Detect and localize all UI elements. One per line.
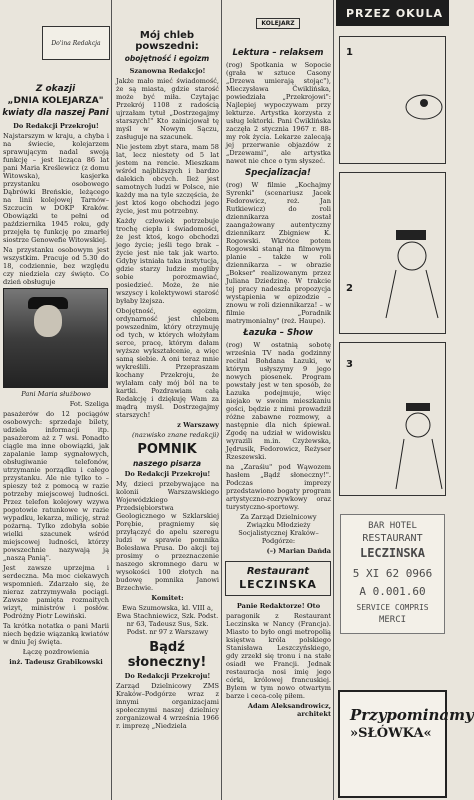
receipt-line-7: MERCI bbox=[378, 615, 407, 625]
restaurant-sign: LECZINSKA bbox=[239, 578, 317, 591]
panel-number: 3 bbox=[346, 359, 353, 370]
kolejarz-sign: KOLEJARZ bbox=[256, 18, 299, 29]
sloneczny-greeting: Do Redakcji Przekroju! bbox=[124, 672, 211, 680]
restaurant-title: Restaurant bbox=[246, 566, 310, 577]
photo-credit: Fot. Szeliga bbox=[69, 400, 109, 408]
title-sloneczny: Bądź słoneczny! bbox=[127, 640, 207, 670]
sign-city: z Warszawy bbox=[177, 421, 219, 429]
paragraph-3: pasażerów do 12 pociągów osobowych: sprzedaje bilety, udziela informacji itp. pasażerom aż z 7 wsi. Ponadto ciągle ma inne obowiązki, jak zapalanie lamp sygnałowych, obsługiwanie telefonów, utrzymanie porządku i całego przystanku. Ale nie tylko to – spieszy też z pomocą w razie potrzeby miejscowej ludności. Przez telefon kolejowy wzywa pogotowie ratunkowe w razie wypadku, lekarza, milicję, straż pożarną. Tylko zdobyła sobie wielki szacunek wśród miejscowej ludności, którzy powszechnie nazywają ją „naszą Panią". bbox=[3, 410, 109, 562]
greeting: Do Redakcji Przekroju! bbox=[13, 122, 99, 130]
receipt-line-6: SERVICE COMPRIS bbox=[356, 603, 429, 612]
paragraph-1: Jakże mało mieć świadomość, że są miasta, gdzie starość może być miła. Czytając Przekrój 1108 z radością ujrzałam tytuł „Dostrzegajmy starszych!" Kto zainicjował tę myśl w Nowym Sączu, zasługuje na szacunek. bbox=[116, 77, 219, 141]
reminder-box bbox=[338, 690, 474, 798]
paragraph-4: Jest zawsze uprzejma i serdeczna. Ma moc ciekawych wspomnień. Zdarzało się, że nieraz zatrzymywała pociągi. Zawsze pamięta rozmaitych wizyt, ministrów i posłów. Podróżny Piotr Lewiński. bbox=[3, 564, 109, 620]
title-lazuka: Łazuka – Show bbox=[243, 328, 313, 338]
reminder-title: Przypominamy bbox=[350, 706, 474, 724]
title-chleb: Mój chleb powszedni: bbox=[135, 30, 199, 52]
face-shape bbox=[34, 305, 62, 337]
title-specjalizacja: Specjalizacja! bbox=[245, 168, 311, 178]
panel-number: 2 bbox=[346, 283, 353, 294]
pomnik-greeting: Do Redakcji Przekroju! bbox=[124, 470, 211, 478]
subtitle-pomnik: naszego pisarza bbox=[132, 459, 202, 468]
receipt-line-3: LECZINSKA bbox=[359, 546, 426, 560]
logo-text: Do'ina Redakcja bbox=[51, 39, 101, 47]
photo-pani-maria bbox=[3, 288, 108, 388]
column-lektura bbox=[223, 0, 334, 800]
receipt-line-2: RESTAURANT bbox=[362, 533, 423, 544]
restaurant-greeting: Panie Redaktorze! Oto bbox=[236, 602, 321, 610]
committee-label: Komitet: bbox=[151, 594, 184, 602]
sign-note: (nazwisko znane redakcji) bbox=[132, 431, 219, 439]
receipt-line-4: 5 XI 62 0966 bbox=[352, 567, 433, 580]
comic-figure-1 bbox=[346, 37, 446, 157]
paragraph-2: Nie jestem zbyt stara, mam 58 lat, lecz niestety od 5 lat jestem na rencie. Mieszkam wśród najbliższych i bardzo dalekich obcych. Ileż jest samotnych ludzi w Polsce, nie każdy ma na tyle szczęścia, że jest ktoś kogo obchodzi jego życie, jest mu potrzebny. bbox=[116, 143, 219, 215]
letter-sign: Za Zarząd Dzielnicowy Związku Młodzieży Socjalistycznej Kraków–Podgórze: bbox=[238, 513, 319, 545]
headline-sub: kwiaty dla naszej Pani bbox=[2, 108, 109, 118]
letter-author: (–) Marian Dańda bbox=[266, 547, 331, 555]
pomnik-paragraph: My, dzieci przebywające na kolonii Warszawskiego Wojewódzkiego Przedsiębiorstwa Geologicznego w Szklarskiej Porębie, pragniemy się przyłączyć do apelu szeregu ludzi w sprawie pomnika Bolesława Prusa. Do akcji tej prosimy o przeznaczenie naszego skromnego daru w wysokości 100 złotych na budowę pomnika Janowi Brzechwie. bbox=[116, 480, 219, 592]
restaurant-author: Adam Aleksandrowicz, architekt bbox=[247, 702, 331, 718]
column-kolejarz bbox=[0, 0, 112, 800]
comic-figure-2 bbox=[346, 178, 446, 328]
column-przez-okular bbox=[336, 0, 474, 800]
letter-tail: na „Zaraśiu" pod Wąwozem hasłem „Bądź słoneczny!". Podczas imprezy przedstawiono bogaty program artystyczno-rozrywkowy oraz turystyczno-sportowy. bbox=[226, 463, 331, 511]
paragraph-5: Ta krótka notatka o pani Marii niech będzie wiązanką kwiatów w dniu Jej święta. bbox=[3, 622, 109, 646]
comic-panel-1 bbox=[339, 36, 446, 164]
greeting: Szanowna Redakcjo! bbox=[129, 67, 206, 75]
lazuka-paragraph: (rog) W ostatnią sobotę września TV nada godzinny recital Bohdana Łazuki, w którym usłyszymy 9 jego nowych piosenek. Program powstały jest w ten sposób, że Łazuka podejmuje, więc niejako w swoim mieszkaniu gości, będzie z nimi prowadził różne zabawne rozmowy, a następnie dla nich śpiewał. Zgodę na udział w widowisku wyrazili m.in. Czyżewska, Jędrusik, Fedorowicz, Reżyser Rzeszewski. bbox=[226, 341, 331, 461]
author: inż. Tadeusz Grabikowski bbox=[9, 658, 103, 666]
headline-quote: „DNIA KOLEJARZA" bbox=[7, 96, 104, 106]
committee-members: Ewa Szumowska, kl. VIII a, Ewa Stachniewicz, Szk. Podst. nr 63, Tadeusz Sus, Szk. Podst. nr 97 z Warszawy bbox=[116, 604, 219, 636]
restaurant-receipt bbox=[340, 514, 445, 634]
paragraph-2: Na przystanku osobowym jest wszystkim. Pracuje od 5.30 do 18, codziennie, bez względu czy niedziela czy święto. Co dzień obsługuje bbox=[3, 246, 109, 286]
reminder-subtitle: »SŁÓWKA« bbox=[350, 726, 432, 741]
subtitle-chleb: obojętność i egoizm bbox=[124, 54, 210, 63]
comic-panel-3 bbox=[339, 342, 446, 496]
headline-small: Z okazji bbox=[35, 84, 76, 94]
specjalizacja-paragraph: (rog) W filmie „Kochajmy Syrenki" (scenariusz Jacek Fedorowicz, reż. Jan Rutkiewicz) do roli dziennikarza został zaangażowany autentyczny dziennikarz Zbigniew K. Rogowski. Wkrótce potem Rogowski stanął na filmowym planie – także w roli dziennikarza – w obrazie „Bokser" realizowanym przez Juliana Dziedzinę. W trakcie tej pracy nadeszła propozycja wystąpienia w epizodzie – znowu w roli dziennikarza! – w filmie „Poradnik matrymonialny" (reż. Haupe). bbox=[226, 181, 331, 325]
paragraph-3: Każdy człowiek potrzebuje trochę ciepła i świadomości, że jest ktoś, kogo obchodzi jego życie; jeśli tego brak – życie jest nie tak jak warto. Gdyby istniała taka instytucja, gdzie starzy ludzie mogliby sobie porozmawiać, posiedzieć. Może, że nie wszyscy i kolektywowi starość byłaby lżejsza. bbox=[116, 217, 219, 305]
title-lektura: Lektura – relaksem bbox=[232, 48, 324, 58]
kolejarz-logo-area bbox=[223, 0, 333, 46]
redakcja-logo bbox=[42, 26, 110, 60]
lektura-paragraph: (rog) Spotkania w Sopocie (grała w sztuce Casony „Drzewa umierają stojąc"), Mieczysława Ćwiklińska, powiedziała „Przekrojowi": Najlepiej wypoczywam przy lekturze. Artystka korzysta z usług lektorki. Pani Ćwiklińska zaczęła 2 stycznia 1967 r. 88-my rok życia. Lekarze zalecają jej przerwanie objazdów z „Drzewami", ale artystka nawet nie chce o tym słyszeć. bbox=[226, 61, 331, 165]
comic-figure-3 bbox=[346, 343, 446, 493]
paragraph-4: Obojętność, egoizm, ordynarność jest chlebem powszednim, który otrzymuję od tych, w których włożyłam serce, pracę, którym dałam wyższe wykształcenie, a więc samą siebie. A oni teraz mnie wykreślili. Przepraszam kochany Przekroju, że wylałam cały mój ból na te kartki. Pozdrawiam całą Redakcję i dziękuję Wam za mądrą myśl. Dostrzegajmy starszych! bbox=[116, 307, 219, 419]
title-pomnik: POMNIK bbox=[137, 442, 197, 457]
column-chleb bbox=[113, 0, 222, 800]
restaurant-header bbox=[225, 561, 331, 596]
signoff: Łączę pozdrowienia bbox=[22, 648, 90, 656]
sloneczny-paragraph: Zarząd Dzielnicowy ZMS Kraków–Podgórze wraz z innymi organizacjami społecznymi naszej dzielnicy zorganizował 4 września 1966 r. imprezę „Niedziela bbox=[116, 682, 219, 730]
receipt-line-5: A 0.001.60 bbox=[359, 585, 426, 598]
receipt-line-1: BAR HOTEL bbox=[368, 521, 417, 531]
paragraph-1: Najstarszym w kraju, a chyba i na świecie, kolejarzem sprawującym nadal swoją funkcję – jest licząca 86 lat pani Maria Kreślewicz (z domu Witowska), kasjerka przystanku osobowego Dąbrówki Breńskie, leżącego na linii kolejowej Tarnów–Szczucin w DOKP Kraków. Obowiązki te pełni od października 1945 roku, gdy przejęła tę funkcję po zmarłej siostrze Genowefie Witowskiej. bbox=[3, 132, 109, 244]
restaurant-paragraph: paragonik z Restaurant Leczinska w Nancy (Francja). Miasto to było ongi metropolią księstwa króla polskiego Stanisława Leszczyńskiego, gdy zrzekł się tronu i na stałe osiadł we Francji. Jednak restauracja nosi imię jego córki, królowej francuskiej. Bylem w tym nowo otwartym barze i ceca-colę piłem. bbox=[226, 612, 331, 700]
header-przez-okular: PRZEZ OKULA bbox=[336, 0, 449, 26]
comic-panel-2 bbox=[339, 172, 446, 334]
logo-area bbox=[0, 0, 111, 82]
panel-number: 1 bbox=[346, 47, 353, 58]
photo-caption: Pani Maria służbowo bbox=[21, 390, 91, 398]
